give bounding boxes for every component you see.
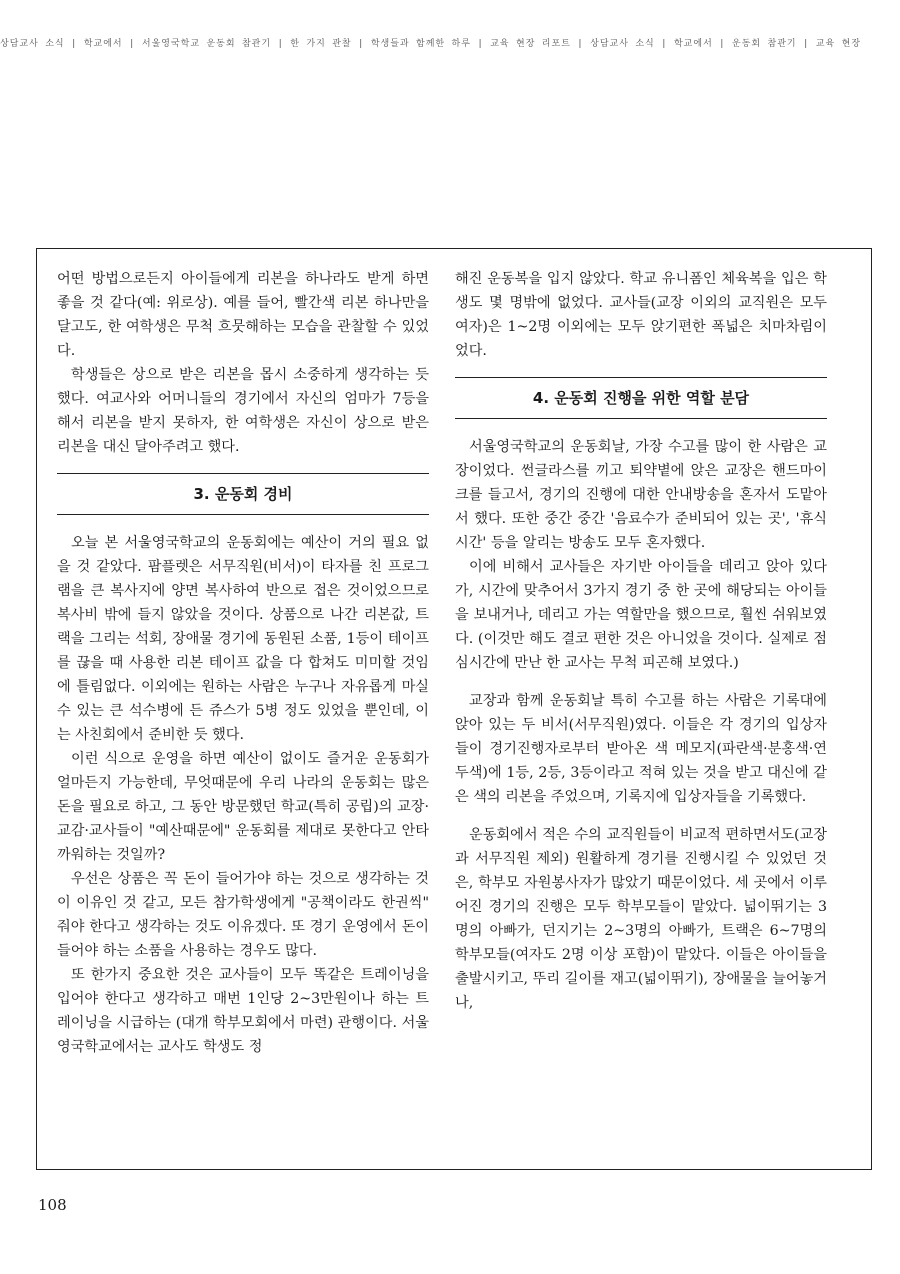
paragraph: 이에 비해서 교사들은 자기반 아이들을 데리고 앉아 있다가, 시간에 맞추어서 3가지 경기 중 한 곳에 해당되는 아이들을 보내거나, 데리고 가는 역할만을 했으므로, 훨씬 쉬워보였다. (이것만 해도 결코 편한 것은 아니었을 것이다. 실제로 점심시간에 만난 한 교사는 무척 피곤해 보였다.) [455,559,827,671]
section-heading-3: 3. 운동회 경비 [57,473,429,515]
header-running-text: 상담교사 소식 | 학교에서 | 서울영국학교 운동회 참관기 | 한 가지 관찰 | 학생들과 함께한 하루 | 교육 현장 리포트 | 상담교사 소식 | 학교에서 | 운동회 참관기 | 교육 현장 [0,39,862,49]
right-column [455,267,827,1015]
page-number: 108 [38,1196,67,1214]
paragraph: 서울영국학교의 운동회날, 가장 수고를 많이 한 사람은 교장이었다. 썬글라스를 끼고 퇴약볕에 앉은 교장은 핸드마이크를 들고서, 경기의 진행에 대한 안내방송을 혼자서 도맡아서 했다. 또한 중간 중간 '음료수가 준비되어 있는 곳', '휴식 시간' 등을 알리는 방송도 모두 혼자했다. [455,439,827,551]
paragraph: 운동회에서 적은 수의 교직원들이 비교적 편하면서도(교장과 서무직원 제외) 원활하게 경기를 진행시킬 수 있었던 것은, 학부모 자원봉사자가 많았기 때문이었다. 세 곳에서 이루어진 경기의 진행은 모두 학부모들이 맡았다. 넓이뛰기는 3명의 아빠가, 던지기는 2~3명의 아빠가, 트랙은 6~7명의 학부모들(여자도 2명 이상 포함)이 맡았다. 이들은 아이들을 출발시키고, 뚜리 길이를 재고(넓이뛰기), 장애물을 늘어놓거나, [455,827,827,1011]
paragraph: 어떤 방법으로든지 아이들에게 리본을 하나라도 받게 하면 좋을 것 같다(예: 위로상). 예를 들어, 빨간색 리본 하나만을 달고도, 한 여학생은 무척 흐뭇해하는 모습을 관찰할 수 있었다. [57,271,429,359]
paragraph: 우선은 상품은 꼭 돈이 들어가야 하는 것으로 생각하는 것이 이유인 것 같고, 모든 참가학생에게 "공책이라도 한권씩" 줘야 한다고 생각하는 것도 이유겠다. 또 경기 운영에서 돈이 들어야 하는 소품을 사용하는 경우도 많다. [57,871,429,959]
paragraph: 이런 식으로 운영을 하면 예산이 없이도 즐거운 운동회가 얼마든지 가능한데, 무엇때문에 우리 나라의 운동회는 많은 돈을 필요로 하고, 그 동안 방문했던 학교(특히 공립)의 교장·교감·교사들이 "예산때문에" 운동회를 제대로 못한다고 안타까워하는 것일까? [57,751,429,863]
paragraph: 해진 운동복을 입지 않았다. 학교 유니폼인 체육복을 입은 학생도 몇 명밖에 없었다. 교사들(교장 이외의 교직원은 모두 여자)은 1~2명 이외에는 모두 앉기편한 폭넓은 치마차림이었다. [455,271,827,359]
paragraph: 또 한가지 중요한 것은 교사들이 모두 똑같은 트레이닝을 입어야 한다고 생각하고 매번 1인당 2~3만원이나 하는 트레이닝을 시급하는 (대개 학부모회에서 마련) 관행이다. 서울영국학교에서는 교사도 학생도 정 [57,967,429,1055]
section-heading-4: 4. 운동회 진행을 위한 역할 분담 [455,377,827,419]
paragraph: 교장과 함께 운동회날 특히 수고를 하는 사람은 기록대에 앉아 있는 두 비서(서무직원)였다. 이들은 각 경기의 입상자들이 경기진행자로부터 받아온 색 메모지(파란색·분홍색·연두색)에 1등, 2등, 3등이라고 적혀 있는 것을 받고 대신에 같은 색의 리본을 주었으며, 기록지에 입상자들을 기록했다. [455,693,827,805]
paragraph: 오늘 본 서울영국학교의 운동회에는 예산이 거의 필요 없을 것 같았다. 팜플렛은 서무직원(비서)이 타자를 친 프로그램을 큰 복사지에 양면 복사하여 반으로 접은 것이었으므로 복사비 밖에 들지 않았을 것이다. 상품으로 나간 리본값, 트랙을 그리는 석회, 장애물 경기에 동원된 소품, 1등이 테이프를 끊을 때 사용한 리본 테이프 값을 다 합쳐도 미미할 것임에 틀림없다. 이외에는 원하는 사람은 누구나 자유롭게 마실 수 있는 큰 석수병에 든 쥬스가 5병 정도 있었을 뿐인데, 이는 사친회에서 준비한 듯 했다. [57,535,429,743]
article-frame [36,248,872,1170]
paragraph: 학생들은 상으로 받은 리본을 몹시 소중하게 생각하는 듯 했다. 여교사와 어머니들의 경기에서 자신의 엄마가 7등을 해서 리본을 받지 못하자, 한 여학생은 자신이 상으로 받은 리본을 대신 달아주려고 했다. [57,367,429,455]
left-column [57,267,429,1059]
